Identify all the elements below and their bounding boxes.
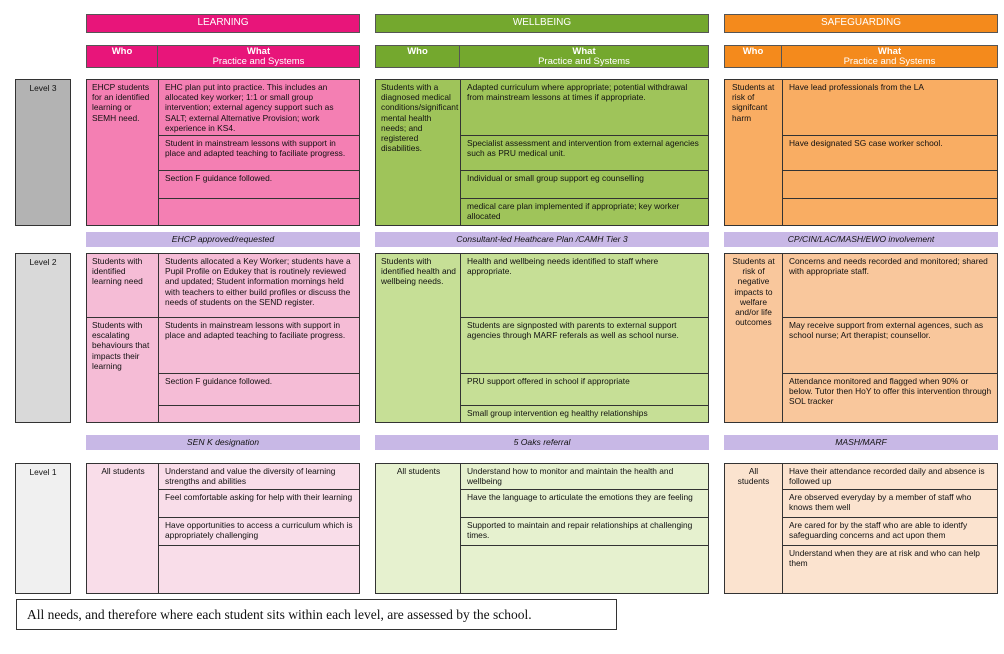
safeguarding-level1-box (724, 463, 998, 594)
what-sub-label: Practice and Systems (212, 56, 305, 67)
wellbeing-what-header (459, 45, 709, 68)
learning-level1-item: Feel comfortable asking for help with their learning (159, 490, 359, 518)
learning-header: LEARNING (86, 14, 360, 33)
safeguarding-level3-box (724, 79, 998, 226)
learning-level2-item: Section F guidance followed. (159, 374, 359, 406)
safeguarding-level3-item (783, 171, 997, 199)
footer-note: All needs, and therefore where each student sits within each level, are assessed by the school. (16, 599, 617, 630)
wellbeing-band-level2: 5 Oaks referral (375, 435, 709, 450)
safeguarding-level1-who: All students (737, 466, 770, 487)
learning-what-header (157, 45, 360, 68)
safeguarding-level3-item: Have lead professionals from the LA (783, 80, 997, 136)
safeguarding-level2-box (724, 253, 998, 423)
wellbeing-level3-item: Individual or small group support eg counselling (461, 171, 708, 199)
safeguarding-level2-item: Attendance monitored and flagged when 90% or below. Tutor then HoY to offer this intervention through SOL tracker (789, 376, 992, 407)
wellbeing-level1-item (461, 546, 708, 593)
safeguarding-level2-item: Concerns and needs recorded and monitored; shared with appropriate staff. (783, 254, 997, 318)
learning-level1-item: Have opportunities to access a curriculum which is appropriately challenging (159, 518, 359, 546)
wellbeing-level3-item: medical care plan implemented if appropriate; key worker allocated (467, 201, 680, 222)
wellbeing-level2-box (375, 253, 709, 423)
learning-level2-item (159, 406, 359, 422)
learning-level2-item: Students in mainstream lessons with support in place and adapted teaching to faciliate progress. (159, 318, 359, 374)
what-label: What (246, 46, 271, 57)
safeguarding-level1-item: Are observed everyday by a member of staff who knows them well (783, 490, 997, 518)
wellbeing-level1-item: Understand how to monitor and maintain the health and wellbeing (461, 464, 708, 490)
learning-level2-who: Students with escalating behaviours that impacts their learning (92, 320, 150, 371)
learning-who-header: Who (86, 45, 158, 68)
wellbeing-band-level3: Consultant-led Heathcare Plan /CAMH Tier 3 (375, 232, 709, 247)
learning-level1-item (159, 546, 359, 593)
wellbeing-level3-item: Specialist assessment and intervention from external agencies such as PRU medical unit. (461, 136, 708, 171)
wellbeing-header: WELLBEING (375, 14, 709, 33)
safeguarding-level1-item: Are cared for by the staff who are able to identfy safeguarding concerns and act upon them (783, 518, 997, 546)
wellbeing-who-header: Who (375, 45, 460, 68)
learning-level1-box (86, 463, 360, 594)
level-1-label: Level 1 (15, 463, 71, 594)
level-2-label: Level 2 (15, 253, 71, 423)
safeguarding-level3-item: Have designated SG case worker school. (783, 136, 997, 171)
wellbeing-level1-box (375, 463, 709, 594)
safeguarding-who-header: Who (724, 45, 782, 68)
safeguarding-level1-item: Have their attendance recorded daily and absence is followed up (783, 464, 997, 490)
learning-level1-who: All students (101, 466, 145, 476)
safeguarding-level1-item: Understand when they are at risk and who can help them (789, 548, 980, 569)
wellbeing-level3-box (375, 79, 709, 226)
wellbeing-level1-item: Have the language to articulate the emotions they are feeling (461, 490, 708, 518)
level-3-label: Level 3 (15, 79, 71, 226)
safeguarding-level2-who: Students at risk of negative impacts to welfare and/or life outcomes (732, 256, 775, 328)
wellbeing-level2-item: PRU support offered in school if appropriate (461, 374, 708, 406)
learning-level2-who: Students with identified learning need (87, 254, 158, 318)
learning-level3-item: Student in mainstream lessons with support in place and adapted teaching to faciliate progress. (159, 136, 359, 171)
wellbeing-level3-item: Adapted curriculum where appropriate; potential withdrawal from mainstream lessons at times if appropriate. (461, 80, 708, 136)
what-sub-label: Practice and Systems (843, 56, 936, 67)
safeguarding-what-header (781, 45, 998, 68)
what-label: What (572, 46, 596, 57)
safeguarding-level2-item: May receive support from external agences, such as school nurse; Art therapist; counsellor. (783, 318, 997, 374)
wellbeing-level1-item: Supported to maintain and repair relationships at challenging times. (461, 518, 708, 546)
learning-level3-item: Section F guidance followed. (159, 171, 359, 199)
safeguarding-band-level3: CP/CIN/LAC/MASH/EWO involvement (724, 232, 998, 247)
what-sub-label: Practice and Systems (538, 56, 630, 67)
learning-level2-box (86, 253, 360, 423)
wellbeing-level2-who: Students with identified health and wellbeing needs. (381, 256, 456, 287)
safeguarding-level3-who: Students at risk of signifcant harm (732, 82, 775, 123)
learning-level2-item: Students allocated a Key Worker; students have a Pupil Profile on Edukey that is routinely reviewed and updated; Student information mornings held with teachers to either build profiles or discuss the needs of students on the SEND register. (159, 254, 359, 318)
learning-band-level2: SEN K designation (86, 435, 360, 450)
wellbeing-level3-who: Students with a diagnosed medical conditions/significant mental health needs; and registered disabilities. (381, 82, 459, 154)
learning-level3-item (159, 199, 359, 225)
safeguarding-header: SAFEGUARDING (724, 14, 998, 33)
learning-level3-box (86, 79, 360, 226)
learning-level3-who: EHCP students for an identified learning or SEMH need. (92, 82, 150, 123)
wellbeing-level2-item: Health and wellbeing needs identified to staff where appropriate. (461, 254, 708, 318)
safeguarding-band-level2: MASH/MARF (724, 435, 998, 450)
wellbeing-level1-who: All students (396, 466, 441, 476)
what-label: What (877, 46, 902, 57)
learning-band-level3: EHCP approved/requested (86, 232, 360, 247)
learning-level1-item: Understand and value the diversity of learning strengths and abilities (159, 464, 359, 490)
learning-level3-item: EHC plan put into practice. This includes an allocated key worker; 1:1 or small group intervention; external agency support such as SALT; external Alternative Provision; work experience in KS4. (159, 80, 359, 136)
safeguarding-level3-item (783, 199, 997, 225)
wellbeing-level2-item: Small group intervention eg healthy relationships (467, 408, 648, 418)
wellbeing-level2-item: Students are signposted with parents to external support agencies through MARF referals as well as school nurse. (461, 318, 708, 374)
